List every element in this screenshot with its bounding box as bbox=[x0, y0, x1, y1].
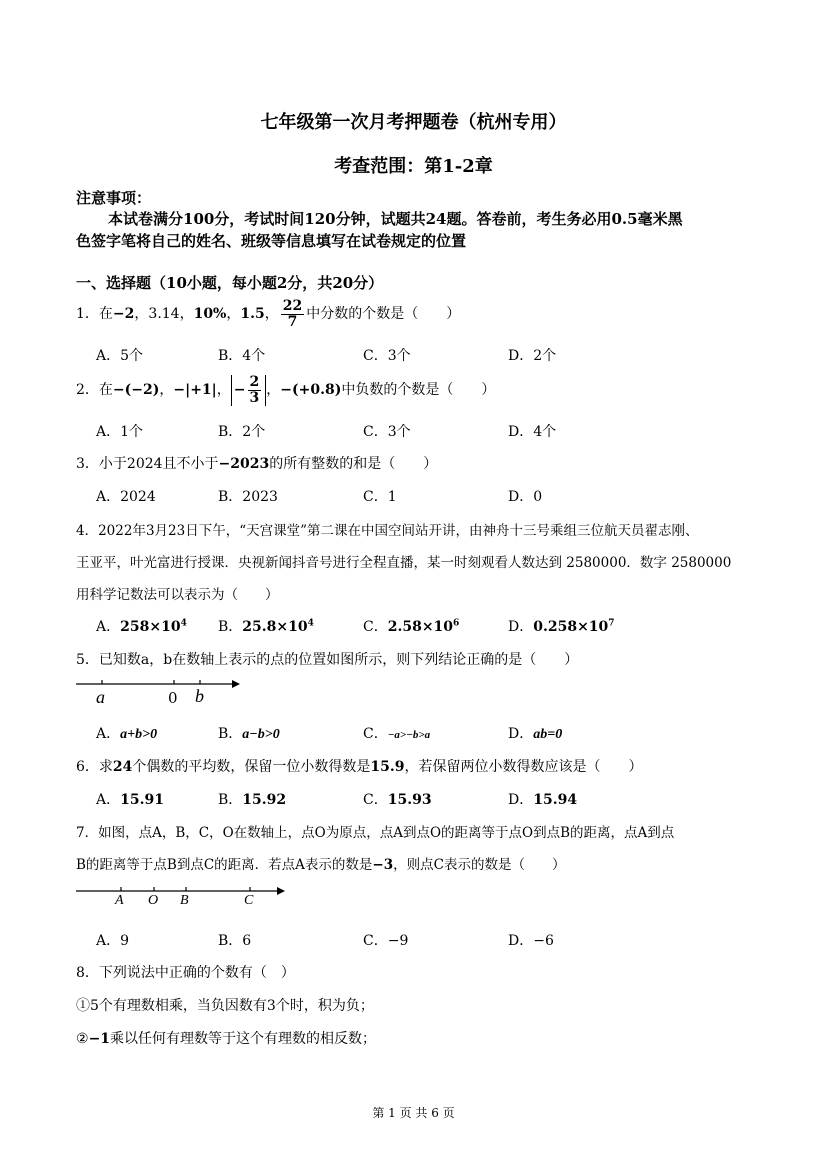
q8-statement-2 bbox=[76, 1028, 376, 1048]
q1-option-b[interactable]: B．4个 bbox=[218, 348, 266, 364]
q7-option-d[interactable]: D．−6 bbox=[508, 933, 554, 949]
q1-item: ， bbox=[226, 306, 241, 322]
q2-sep: ， bbox=[266, 382, 281, 398]
question-7-line-1: 7．如图，点A，B，C，O在数轴上，点O为原点，点A到点O的距离等于点O到点B的距离，点A到点 bbox=[76, 825, 675, 841]
q7-label-a: A bbox=[115, 893, 124, 908]
q7-label-c: C bbox=[244, 893, 254, 908]
q1-option-a[interactable]: A．5个 bbox=[96, 348, 144, 364]
notice-heading: 注意事项： bbox=[76, 189, 152, 207]
q3-prefix: 3．小于2024且不小于 bbox=[76, 456, 219, 472]
q5-option-c[interactable]: C．−a>−b>a bbox=[363, 726, 431, 742]
page-subtitle: 考查范围：第1-2章 bbox=[334, 156, 493, 177]
page-title: 七年级第一次月考押题卷（杭州专用） bbox=[260, 112, 567, 133]
q3-number: −2023 bbox=[218, 456, 270, 472]
q1-suffix: 中分数的个数是（ ） bbox=[306, 306, 461, 322]
question-4-line-3: 用科学记数法可以表示为（ ） bbox=[76, 587, 279, 603]
q5-option-d[interactable]: D．ab=0 bbox=[508, 726, 563, 742]
q2-expr-2: −|+1| bbox=[173, 382, 217, 398]
q2-sep: ， bbox=[159, 382, 174, 398]
q4-option-d[interactable]: D．$0.258\times 10^7$ bbox=[508, 618, 615, 635]
q5-label-zero: 0 bbox=[168, 689, 178, 707]
q6-text: 6．求 bbox=[76, 759, 113, 775]
section-heading: 一、选择题（10小题，每小题2分，共20分） bbox=[76, 274, 384, 292]
q7-text: ，则点C表示的数是（ ） bbox=[393, 857, 566, 873]
q7-option-a[interactable]: A．9 bbox=[96, 933, 130, 949]
question-8: 8．下列说法中正确的个数有（ ） bbox=[76, 965, 295, 981]
q8-marker: ② bbox=[76, 1031, 89, 1047]
q8-statement-1: ①5个有理数相乘，当负因数有3个时，积为负； bbox=[76, 998, 374, 1014]
q1-item: −2 bbox=[112, 306, 135, 322]
q3-option-d[interactable]: D．0 bbox=[508, 489, 543, 505]
q2-option-b[interactable]: B．2个 bbox=[218, 424, 266, 440]
q2-expr-3: − $\frac{2}{3}$ bbox=[231, 375, 266, 406]
q8-number: −1 bbox=[88, 1031, 111, 1047]
q4-option-b[interactable]: B．$25.8\times 10^4$ bbox=[218, 618, 314, 635]
q3-option-a[interactable]: A．2024 bbox=[96, 489, 156, 505]
q7-label-b: B bbox=[180, 893, 189, 908]
q6-option-a[interactable]: A．15.91 bbox=[96, 792, 164, 808]
q1-item: ，3.14， bbox=[134, 306, 194, 322]
q1-item: 10% bbox=[193, 306, 227, 322]
q6-option-d[interactable]: D．15.94 bbox=[508, 792, 578, 808]
q2-option-a[interactable]: A．1个 bbox=[96, 424, 144, 440]
q2-option-c[interactable]: C．3个 bbox=[363, 424, 411, 440]
q6-option-c[interactable]: C．15.93 bbox=[363, 792, 432, 808]
q1-option-d[interactable]: D．2个 bbox=[508, 348, 557, 364]
q7-option-c[interactable]: C．−9 bbox=[363, 933, 409, 949]
q3-option-c[interactable]: C．1 bbox=[363, 489, 397, 505]
question-4-line-2: 王亚平，叶光富进行授课．央视新闻抖音号进行全程直播，某一时刻观看人数达到 2580000．数字 2580000 bbox=[76, 555, 732, 571]
q5-label-b: b bbox=[195, 686, 204, 706]
q8-text: 乘以任何有理数等于这个有理数的相反数； bbox=[110, 1031, 377, 1047]
q2-option-d[interactable]: D．4个 bbox=[508, 424, 557, 440]
q5-option-b[interactable]: B．a−b>0 bbox=[218, 726, 280, 742]
q2-prefix: 2．在 bbox=[76, 382, 113, 398]
q1-item: 1.5 bbox=[240, 306, 265, 322]
q1-prefix: 1．在 bbox=[76, 306, 113, 322]
q7-axis-arrow bbox=[277, 887, 285, 895]
q1-option-c[interactable]: C．3个 bbox=[363, 348, 411, 364]
q6-text: ，若保留两位小数得数应该是（ ） bbox=[404, 759, 643, 775]
q6-text: 个偶数的平均数，保留一位小数得数是 bbox=[132, 759, 371, 775]
q4-option-c[interactable]: C．$2.58\times 10^6$ bbox=[363, 618, 460, 635]
q6-option-b[interactable]: B．15.92 bbox=[218, 792, 287, 808]
q7-option-b[interactable]: B．6 bbox=[218, 933, 252, 949]
q2-suffix: 中负数的个数是（ ） bbox=[341, 382, 496, 398]
q6-number: 15.9 bbox=[370, 759, 405, 775]
notice-line-2: 色签字笔将自己的姓名、班级等信息填写在试卷规定的位置 bbox=[76, 232, 467, 250]
q7-text: B的距离等于点B到点C的距离．若点A表示的数是 bbox=[76, 857, 373, 873]
q1-fraction: $\frac{22}{7}$ bbox=[282, 297, 303, 330]
q5-option-a[interactable]: A．a+b>0 bbox=[96, 726, 158, 742]
q2-expr-1: −(−2) bbox=[112, 382, 160, 398]
question-4-line-1: 4．2022年3月23日下午，“天宫课堂”第二课在中国空间站开讲，由神舟十三号乘组三位航天员翟志刚、 bbox=[76, 523, 699, 539]
q7-number: −3 bbox=[372, 857, 394, 873]
q1-item: ， bbox=[264, 306, 279, 322]
q3-suffix: 的所有整数的和是（ ） bbox=[269, 456, 438, 472]
notice-line-1: 本试卷满分100分，考试时间120分钟，试题共24题。答卷前，考生务必用0.5毫米黑 bbox=[108, 210, 683, 228]
q6-number: 24 bbox=[112, 759, 133, 775]
q4-option-a[interactable]: A．$258\times 10^4$ bbox=[96, 618, 187, 635]
q2-fraction: $\frac{2}{3}$ bbox=[249, 373, 260, 406]
q3-option-b[interactable]: B．2023 bbox=[218, 489, 278, 505]
q7-label-o: O bbox=[148, 893, 159, 908]
question-5: 5．已知数a，b在数轴上表示的点的位置如图所示，则下列结论正确的是（ ） bbox=[76, 652, 579, 668]
q2-sep: ， bbox=[216, 382, 231, 398]
q2-expr-4: −(+0.8) bbox=[280, 382, 342, 398]
q5-label-a: a bbox=[96, 687, 105, 707]
page-footer: 第 1 页 共 6 页 bbox=[372, 1106, 455, 1120]
